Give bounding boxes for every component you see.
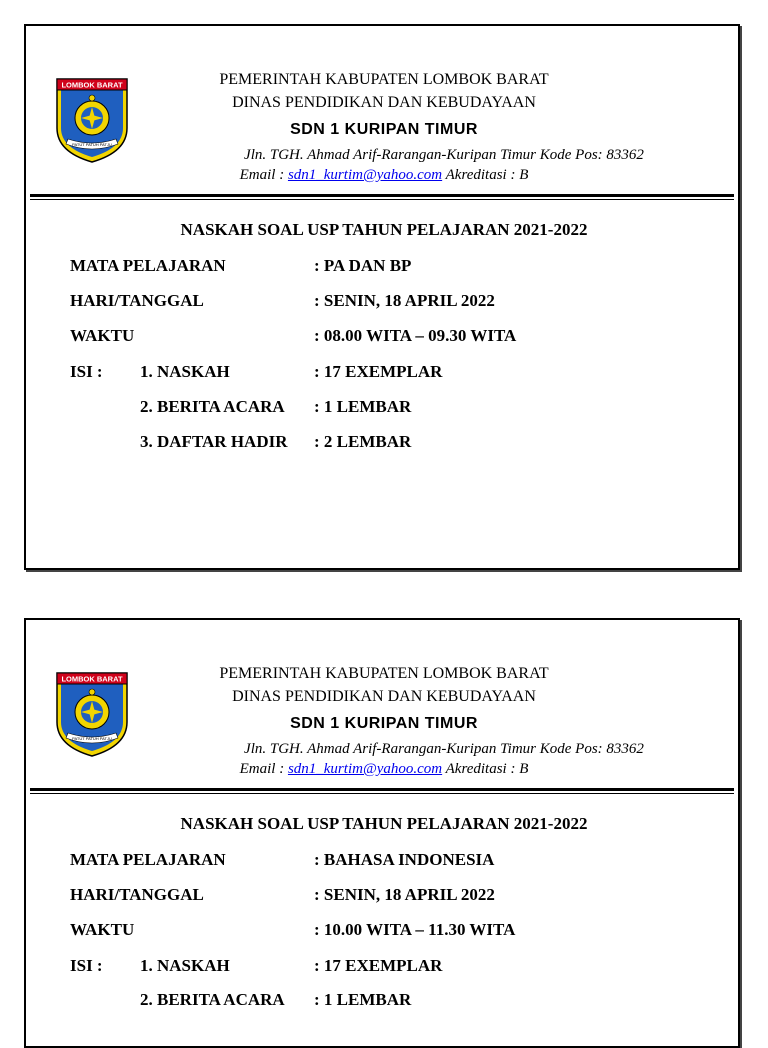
subject-value: : BAHASA INDONESIA [314,850,495,869]
date-label: HARI/TANGGAL [70,291,204,310]
date-value: : SENIN, 18 APRIL 2022 [314,291,495,310]
subject-label: MATA PELAJARAN [70,850,226,869]
email-line [26,167,742,184]
label-card-2 [24,618,740,1048]
item-berita-acara-label: 2. BERITA ACARA [140,397,285,416]
department-name: DINAS PENDIDIKAN DAN KEBUDAYAAN [232,688,536,705]
time-value: : 08.00 WITA – 09.30 WITA [314,326,517,345]
accreditation: Akreditasi : B [442,167,529,183]
accreditation: Akreditasi : B [442,761,529,777]
item-daftar-hadir-label: 3. DAFTAR HADIR [140,432,288,451]
government-name: PEMERINTAH KABUPATEN LOMBOK BARAT [219,71,549,88]
contents-label: ISI : [70,362,103,381]
item-berita-acara-label: 2. BERITA ACARA [140,990,285,1009]
item-berita-acara-value: : 1 LEMBAR [314,990,412,1009]
email-link[interactable]: sdn1_kurtim@yahoo.com [287,761,443,777]
item-naskah-label: 1. NASKAH [140,362,230,381]
email-prefix: Email : [239,167,288,183]
school-address: Jln. TGH. Ahmad Arif-Rarangan-Kuripan Timur Kode Pos: 83362 [244,741,644,757]
school-name: SDN 1 KURIPAN TIMUR [290,715,478,732]
department-name: DINAS PENDIDIKAN DAN KEBUDAYAAN [232,94,536,111]
time-label: WAKTU [70,326,135,345]
header-divider-thick [30,788,734,791]
document-title: NASKAH SOAL USP TAHUN PELAJARAN 2021-2022 [180,220,588,239]
email-link[interactable]: sdn1_kurtim@yahoo.com [287,167,443,183]
label-card-1 [24,24,740,570]
svg-text:PATUT PATUH PATJU: PATUT PATUH PATJU [72,736,112,741]
government-name: PEMERINTAH KABUPATEN LOMBOK BARAT [219,665,549,682]
item-naskah-label: 1. NASKAH [140,956,230,975]
item-berita-acara-value: : 1 LEMBAR [314,397,412,416]
header-divider-thin [30,793,734,794]
item-naskah-value: : 17 EXEMPLAR [314,956,443,975]
contents-label: ISI : [70,956,103,975]
school-name: SDN 1 KURIPAN TIMUR [290,121,478,138]
svg-text:LOMBOK BARAT: LOMBOK BARAT [61,674,123,684]
time-label: WAKTU [70,920,135,939]
item-naskah-value: : 17 EXEMPLAR [314,362,443,381]
date-value: : SENIN, 18 APRIL 2022 [314,885,495,904]
subject-label: MATA PELAJARAN [70,256,226,275]
header-divider-thick [30,194,734,197]
email-line [26,761,742,778]
svg-text:LOMBOK BARAT: LOMBOK BARAT [61,80,123,90]
date-label: HARI/TANGGAL [70,885,204,904]
email-prefix: Email : [239,761,288,777]
item-daftar-hadir-value: : 2 LEMBAR [314,432,412,451]
svg-text:PATUT PATUH PATJU: PATUT PATUH PATJU [72,142,112,147]
subject-value: : PA DAN BP [314,256,412,275]
school-address: Jln. TGH. Ahmad Arif-Rarangan-Kuripan Timur Kode Pos: 83362 [244,147,644,163]
document-title: NASKAH SOAL USP TAHUN PELAJARAN 2021-2022 [180,814,588,833]
header-divider-thin [30,199,734,200]
time-value: : 10.00 WITA – 11.30 WITA [314,920,516,939]
